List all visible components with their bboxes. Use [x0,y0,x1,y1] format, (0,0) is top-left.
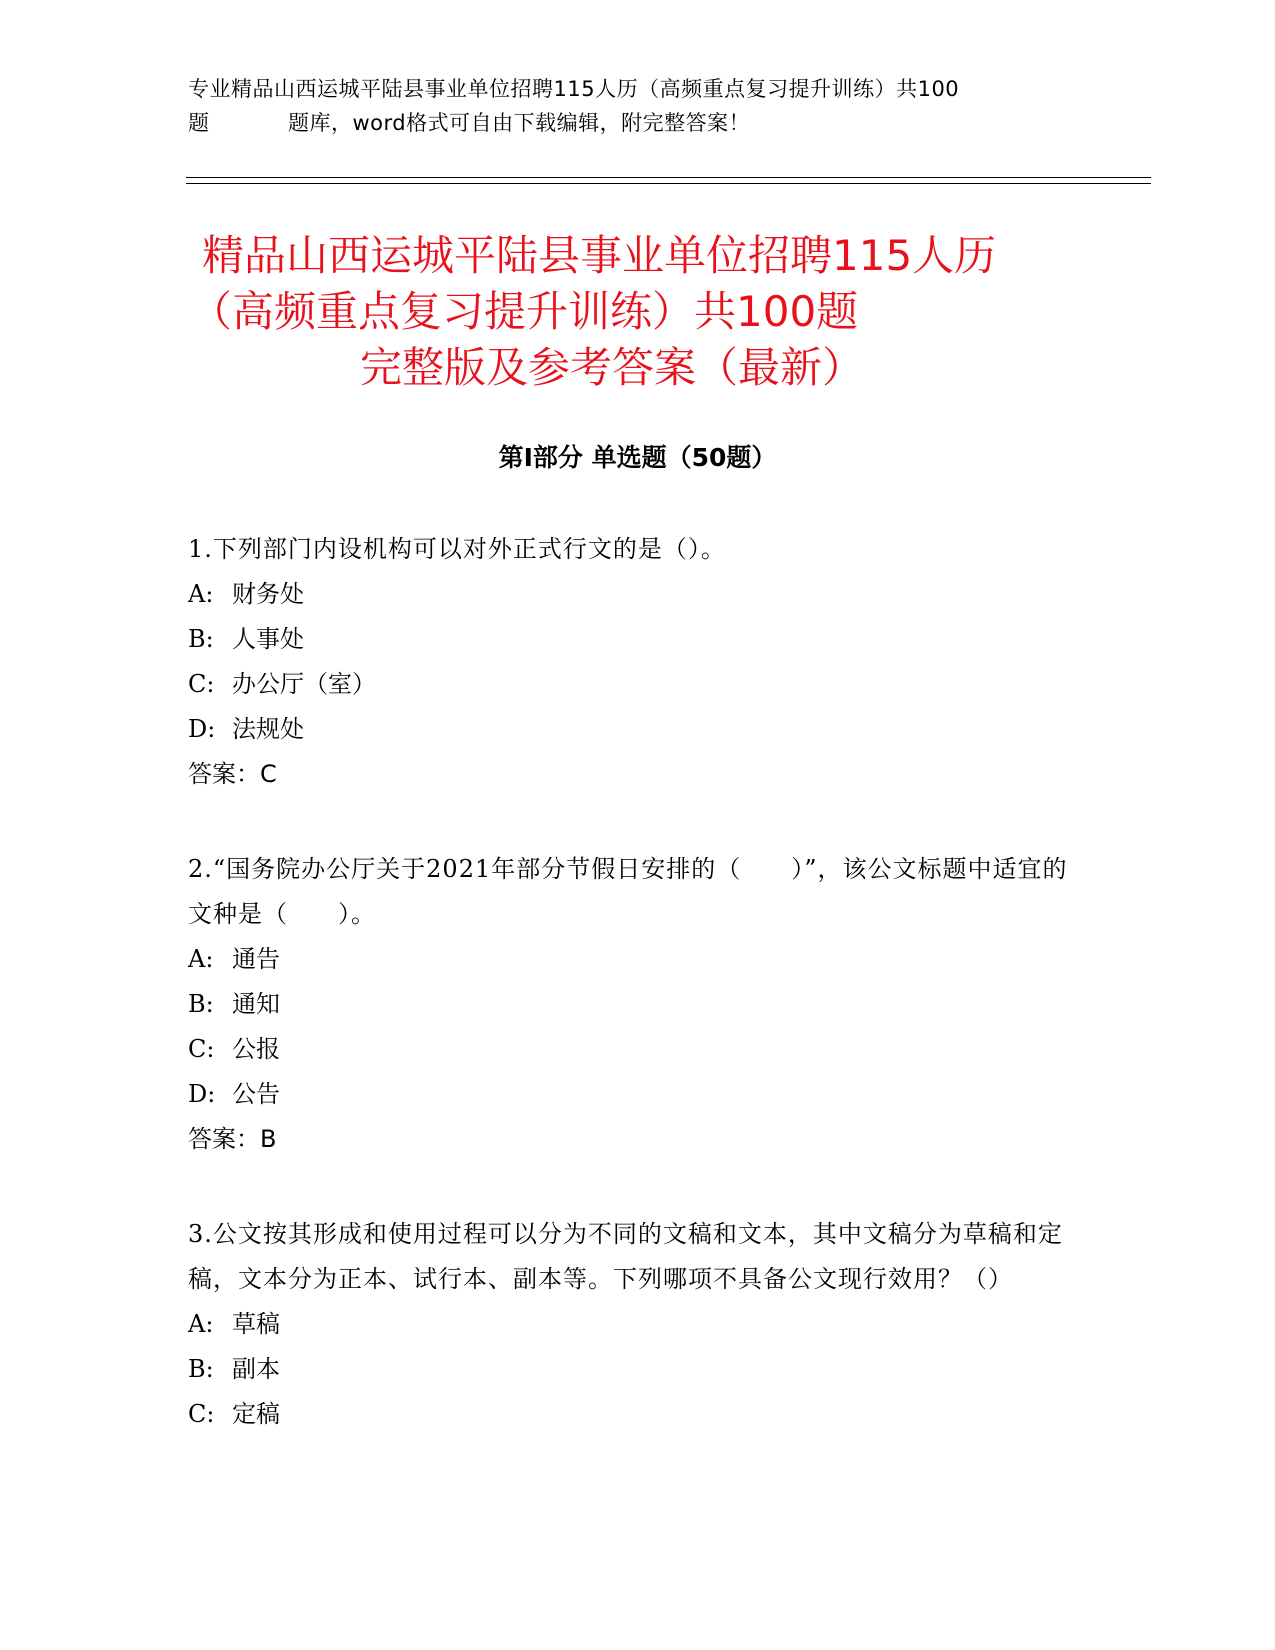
option-text: 公告 [232,1080,280,1108]
question-text: 2.“国务院办公厅关于2021年部分节假日安排的（ ）”，该公文标题中适宜的文种是（ ）。 [188,855,1068,928]
title-line-1: 精品山西运城平陆县事业单位招聘115人历 [202,231,997,280]
option-text: 法规处 [232,715,304,743]
option-key: B: [188,625,214,653]
header-line-1: 专业精品山西运城平陆县事业单位招聘115人历（高频重点复习提升训练）共100 [188,77,960,101]
option-text: 定稿 [232,1400,280,1428]
header-divider-bottom [186,183,1151,184]
option-key: C: [188,670,215,698]
question-list [188,527,1078,1487]
question-text: 1.下列部门内设机构可以对外正式行文的是（）。 [188,535,726,563]
option-a [188,937,1078,982]
option-d [188,707,1078,752]
option-text: 财务处 [232,580,304,608]
question-3 [188,1212,1078,1437]
header-divider-top [186,177,1151,178]
option-c [188,1027,1078,1072]
page-header [188,72,1088,140]
document-title [190,228,1090,396]
header-line-2 [188,106,1088,140]
option-b [188,617,1078,662]
option-key: A: [188,945,214,973]
option-key: D: [188,1080,216,1108]
option-text: 通知 [232,990,280,1018]
header-line-2-lead: 题 [188,111,210,135]
option-text: 副本 [232,1355,280,1383]
option-c [188,1392,1078,1437]
question-text: 3.公文按其形成和使用过程可以分为不同的文稿和文本，其中文稿分为草稿和定稿，文本分为正本、试行本、副本等。下列哪项不具备公文现行效用？（） [188,1220,1063,1293]
question-1 [188,527,1078,797]
title-line-2: （高频重点复习提升训练）共100题 [190,287,859,336]
option-text: 通告 [232,945,280,973]
option-text: 公报 [232,1035,280,1063]
option-key: A: [188,580,214,608]
option-text: 办公厅（室） [232,670,376,698]
option-key: D: [188,715,216,743]
option-b [188,982,1078,1027]
option-a [188,572,1078,617]
answer-text: 答案：B [188,1125,277,1153]
option-key: B: [188,990,214,1018]
header-line-2-rest: 题库，word格式可自由下载编辑，附完整答案！ [288,111,751,135]
option-key: C: [188,1400,215,1428]
option-d [188,1072,1078,1117]
question-2 [188,847,1078,1162]
option-c [188,662,1078,707]
title-line-3: 完整版及参考答案（最新） [360,343,865,392]
option-key: A: [188,1310,214,1338]
option-a [188,1302,1078,1347]
option-text: 人事处 [232,625,304,653]
section-title: 第Ⅰ部分 单选题（50题） [498,443,777,472]
option-key: C: [188,1035,215,1063]
option-b [188,1347,1078,1392]
answer-text: 答案：C [188,760,277,788]
option-key: B: [188,1355,214,1383]
option-text: 草稿 [232,1310,280,1338]
